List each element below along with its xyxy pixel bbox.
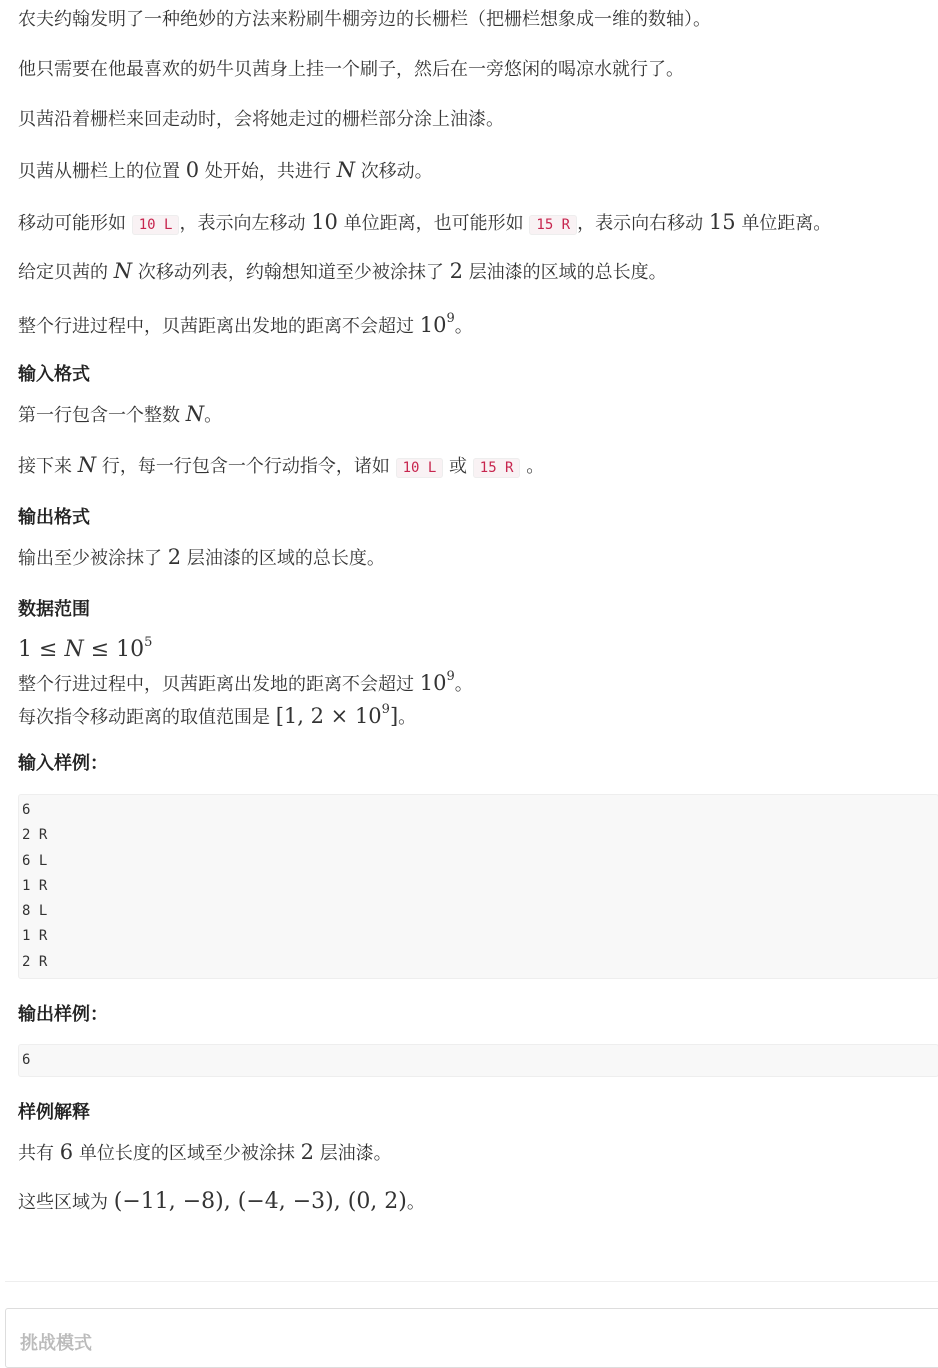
intro-paragraph-2: 他只需要在他最喜欢的奶牛贝茜身上挂一个刷子，然后在一旁悠闲的喝凉水就行了。	[18, 59, 684, 80]
intro-paragraph-1: 农夫约翰发明了一种绝妙的方法来粉刷牛棚旁边的长栅栏（把栅栏想象成一维的数轴）。	[18, 9, 711, 30]
constraints-line-2: 整个行进过程中，贝茜距离出发地的距离不会超过 $10^9$。	[18, 669, 473, 695]
sample-output-code-block: 6	[18, 1044, 938, 1077]
explanation-line-2: 这些区域为 (−11, −8), (−4, −3), (0, 2)。	[18, 1189, 425, 1214]
inline-code-example-1: 10 L	[396, 458, 444, 478]
constraints-heading: 数据范围	[18, 599, 90, 620]
intro-paragraph-7: 整个行进过程中，贝茜距离出发地的距离不会超过 $10^9$。	[18, 311, 473, 337]
output-format-line-1: 输出至少被涂抹了 2 层油漆的区域的总长度。	[18, 545, 385, 569]
math-n: N	[336, 158, 355, 182]
challenge-mode-label: 挑战模式	[20, 1333, 92, 1354]
intro-paragraph-6: 给定贝茜的 N 次移动列表，约翰想知道至少被涂抹了 2 层油漆的区域的总长度。	[18, 259, 667, 283]
intro-paragraph-3: 贝茜沿着栅栏来回走动时，会将她走过的栅栏部分涂上油漆。	[18, 109, 504, 130]
inline-code-right-move: 15 R	[529, 215, 577, 235]
math-zero: 0	[185, 158, 200, 182]
output-format-heading: 输出格式	[18, 507, 90, 528]
constraints-line-3: 每次指令移动距离的取值范围是 [1, $2 \times 10^9$]。	[18, 702, 417, 728]
intro-paragraph-4: 贝茜从栅栏上的位置 0 处开始，共进行 N 次移动。	[18, 158, 433, 182]
sample-input-heading: 输入样例：	[18, 753, 108, 774]
sample-input-code-block: 6 2 R 6 L 1 R 8 L 1 R 2 R	[18, 794, 938, 979]
challenge-mode-panel[interactable]	[5, 1308, 938, 1368]
sample-output-heading: 输出样例：	[18, 1004, 108, 1025]
inline-code-example-2: 15 R	[473, 458, 521, 478]
input-format-line-2: 接下来 N 行，每一行包含一个行动指令，诸如 10 L 或 15 R 。	[18, 453, 545, 477]
section-divider	[5, 1281, 938, 1282]
input-format-heading: 输入格式	[18, 364, 90, 385]
input-format-line-1: 第一行包含一个整数 N。	[18, 402, 223, 426]
constraints-line-1: $1 \le N \le 10^5$	[18, 635, 153, 663]
explanation-heading: 样例解释	[18, 1102, 90, 1123]
explanation-line-1: 共有 6 单位长度的区域至少被涂抹 2 层油漆。	[18, 1140, 392, 1164]
intro-paragraph-5: 移动可能形如 10 L ，表示向左移动 10 单位距离，也可能形如 15 R ，表示向右移动 15 单位距离。	[18, 210, 832, 234]
inline-code-left-move: 10 L	[132, 215, 180, 235]
